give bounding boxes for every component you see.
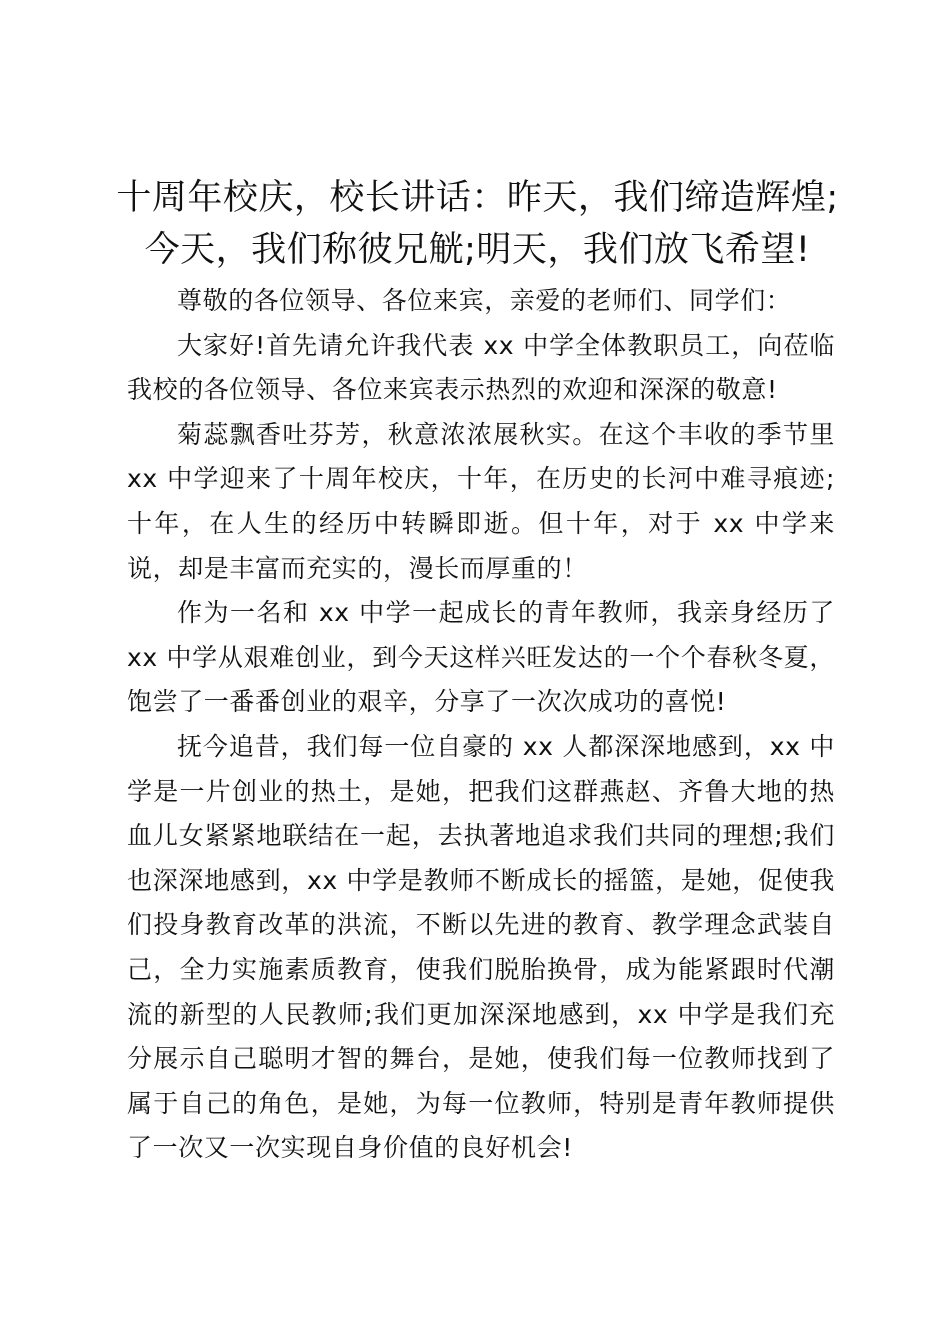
title-line-1: 十周年校庆，校长讲话：昨天，我们缔造辉煌; (116, 178, 839, 218)
body-paragraph: 作为一名和 xx 中学一起成长的青年教师，我亲身经历了 xx 中学从艰难创业，到今天这样兴旺发达的一个个春秋冬夏，饱尝了一番番创业的艰辛，分享了一次次成功的喜悦! (127, 598, 835, 717)
salutation-paragraph: 尊敬的各位领导、各位来宾，亲爱的老师们、同学们： (177, 286, 792, 315)
body-paragraph: 抚今追昔，我们每一位自豪的 xx 人都深深地感到，xx 中学是一片创业的热土，是她，把我们这群燕赵、齐鲁大地的热血儿女紧紧地联结在一起，去执著地追求我们共同的理想;我们也深深地感到，xx 中学是教师不断成长的摇篮，是她，促使我们投身教育改革的洪流，不断以先进的教育、教学理念武装自己，全力实施素质教育，使我们脱胎换骨，成为能紧跟时代潮流的新型的人民教师;我们更加深深地感到，xx 中学是我们充分展示自己聪明才智的舞台，是她，使我们每一位教师找到了属于自己的角色，是她，为每一位教师，特别是青年教师提供了一次又一次实现自身价值的良好机会! (127, 731, 835, 1163)
title-line-2: 今天，我们称彼兄觥;明天，我们放飞希望! (144, 230, 811, 270)
body-paragraph: 菊蕊飘香吐芬芳，秋意浓浓展秋实。在这个丰收的季节里 xx 中学迎来了十周年校庆，十年，在历史的长河中难寻痕迹;十年，在人生的经历中转瞬即逝。但十年，对于 xx 中学来说，却是丰富而充实的，漫长而厚重的！ (127, 419, 835, 583)
document-title (110, 172, 845, 276)
document-body (127, 279, 835, 1171)
greeting-paragraph: 大家好!首先请允许我代表 xx 中学全体教职员工，向莅临我校的各位领导、各位来宾表示热烈的欢迎和深深的敬意! (127, 330, 835, 405)
